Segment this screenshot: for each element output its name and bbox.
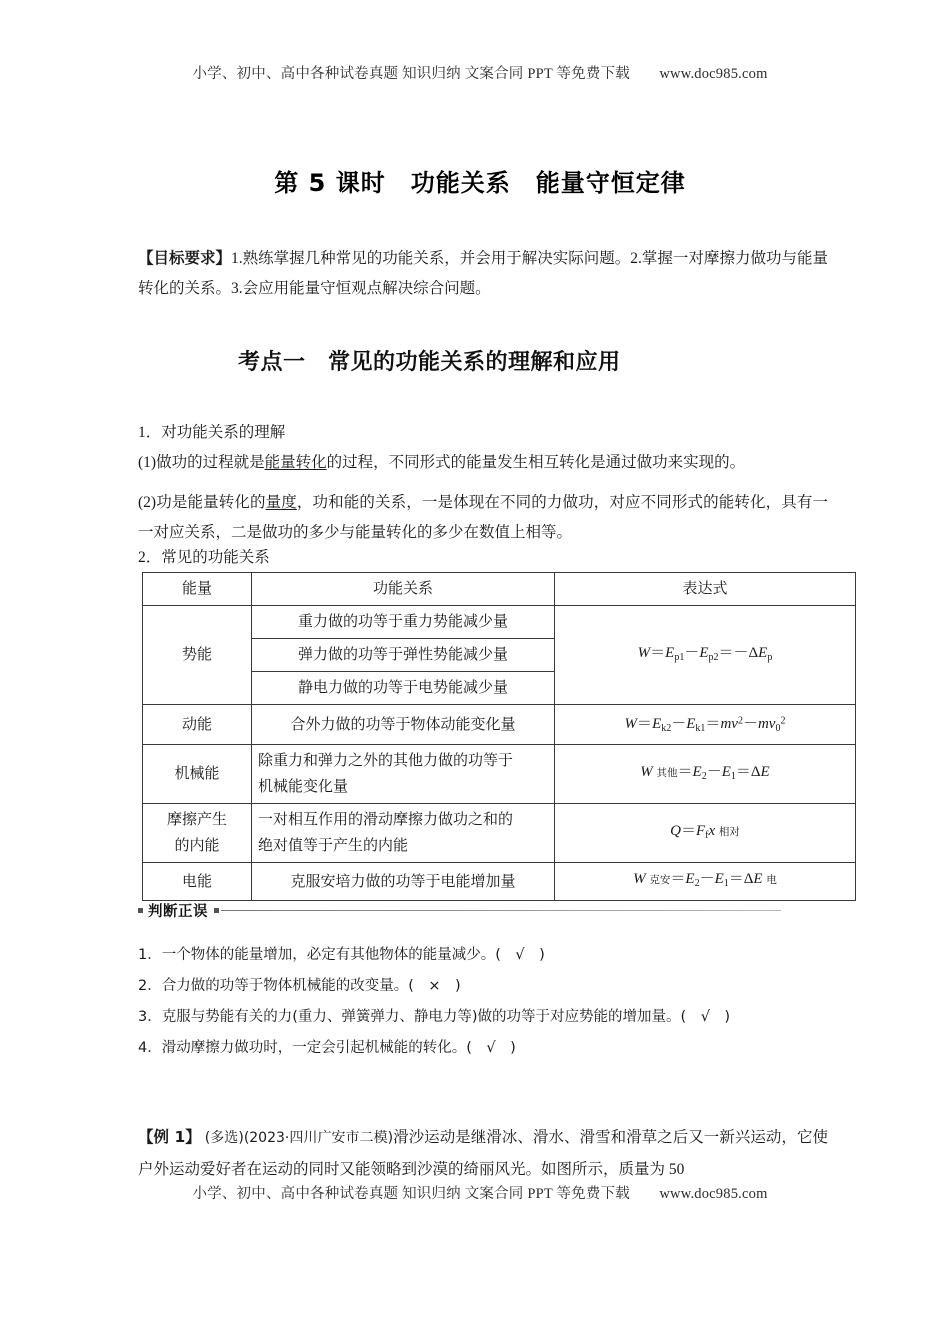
cell-formula-friction: $Q=F_fx$ 相对: [555, 804, 856, 863]
objectives-label: 【目标要求】: [138, 249, 232, 267]
energy-relations-table: [142, 572, 856, 901]
table-row: [143, 705, 856, 745]
example-tag: 【例 1】: [138, 1128, 201, 1146]
section-heading-2: 2．常见的功能关系: [138, 549, 270, 566]
section-heading-1: 1．对功能关系的理解: [138, 424, 286, 441]
judge-section-label: 判断正误: [148, 904, 208, 920]
example-type: (多选): [204, 1130, 244, 1146]
paragraph-1: [138, 448, 828, 478]
cell-relation-gravity: 重力做的功等于重力势能减少量: [252, 606, 555, 639]
exam-point-title: 考点一 常见的功能关系的理解和应用: [238, 350, 621, 375]
cell-relation-friction-line1: 一对相互作用的滑动摩擦力做功之和的: [258, 812, 514, 829]
cell-relation-mechanical-line2: 机械能变化量: [258, 779, 349, 796]
objectives-body: 1.熟练掌握几种常见的功能关系，并会用于解决实际问题。2.掌握一对摩擦力做功与能量转化的关系。3.会应用能量守恒观点解决综合问题。: [138, 250, 828, 297]
judge-section-header: [138, 900, 822, 922]
cell-relation-friction: [252, 804, 555, 863]
objectives-block: [138, 243, 828, 304]
table-header-formula: 表达式: [555, 573, 856, 606]
cell-relation-mechanical-line1: 除重力和弹力之外的其他力做的功等于: [258, 753, 514, 770]
cell-energy-friction-line1: 摩擦产生: [166, 812, 227, 829]
cell-energy-friction: [143, 804, 252, 863]
cell-relation-kinetic: 合外力做的功等于物体动能变化量: [252, 705, 555, 745]
cell-energy-electric: 电能: [143, 863, 252, 901]
paragraph-2-underline: 量度: [265, 494, 297, 511]
table-header-row: [143, 573, 856, 606]
page-title: 第 5 课时 功能关系 能量守恒定律: [274, 169, 686, 197]
list-item: 1．一个物体的能量增加，必定有其他物体的能量减少。( √ ): [138, 947, 545, 963]
paragraph-1-before: (1)做功的过程就是: [138, 454, 265, 471]
table-row: [143, 804, 856, 863]
table-header-relation: 功能关系: [252, 573, 555, 606]
running-footer: 小学、初中、高中各种试卷真题 知识归纳 文案合同 PPT 等免费下载 www.doc985.com: [192, 1186, 768, 1202]
horizontal-rule: [221, 910, 781, 911]
example-problem: [138, 1122, 828, 1185]
paragraph-2-after: ，功和能的关系，一是体现在不同的力做功，对应不同形式的能转化，具有一一对应关系，二是做功的多少与能量转化的多少在数值上相等。: [138, 494, 828, 541]
cell-formula-mechanical: W 其他$=E_2-E_1=\Delta E$: [555, 745, 856, 804]
energy-relations-table-wrap: [142, 572, 816, 901]
cell-relation-elastic: 弹力做的功等于弹性势能减少量: [252, 639, 555, 672]
table-row: [143, 745, 856, 804]
example-body: 滑沙运动是继滑冰、滑水、滑雪和滑草之后又一新兴运动，它使户外运动爱好者在运动的同时又能领略到沙漠的绮丽风光。如图所示，质量为 50: [138, 1129, 828, 1178]
list-item: 4．滑动摩擦力做功时，一定会引起机械能的转化。( √ ): [138, 1040, 516, 1056]
bullet-square-icon: [138, 908, 143, 913]
cell-energy-friction-line2: 的内能: [174, 838, 220, 855]
cell-formula-kinetic: $W=E_{k2}-E_{k1}=mv^2-mv_0^2$: [555, 705, 856, 745]
cell-energy-potential: 势能: [143, 606, 252, 705]
cell-formula-potential: $W=E_{p1}-E_{p2}=-\Delta E_p$: [555, 606, 856, 705]
cell-relation-mechanical: [252, 745, 555, 804]
paragraph-1-underline: 能量转化: [264, 454, 327, 471]
bullet-square-icon: [214, 908, 219, 913]
cell-relation-electric: 克服安培力做的功等于电能增加量: [252, 863, 555, 901]
cell-energy-mechanical: 机械能: [143, 745, 252, 804]
cell-relation-electrostatic: 静电力做的功等于电势能减少量: [252, 672, 555, 705]
paragraph-2: [138, 488, 828, 548]
table-header-energy: 能量: [143, 573, 252, 606]
list-item: 3．克服与势能有关的力(重力、弹簧弹力、静电力等)做的功等于对应势能的增加量。( √ ): [138, 1009, 731, 1025]
table-row: [143, 606, 856, 639]
paragraph-2-before: (2)功是能量转化的: [138, 494, 266, 511]
table-row: [143, 863, 856, 901]
paragraph-1-after: 的过程，不同形式的能量发生相互转化是通过做功来实现的。: [326, 454, 746, 471]
example-source: (2023·四川广安市二模): [243, 1130, 394, 1146]
cell-energy-kinetic: 动能: [143, 705, 252, 745]
cell-formula-electric: W 克安$=E_2-E_1=\Delta E$ 电: [555, 863, 856, 901]
cell-relation-friction-line2: 绝对值等于产生的内能: [258, 838, 409, 855]
exam-point-banner: [138, 340, 822, 386]
judge-items-list: [138, 940, 828, 1064]
list-item: 2．合力做的功等于物体机械能的改变量。( × ): [138, 978, 461, 994]
running-header: 小学、初中、高中各种试卷真题 知识归纳 文案合同 PPT 等免费下载 www.doc985.com: [192, 66, 768, 82]
